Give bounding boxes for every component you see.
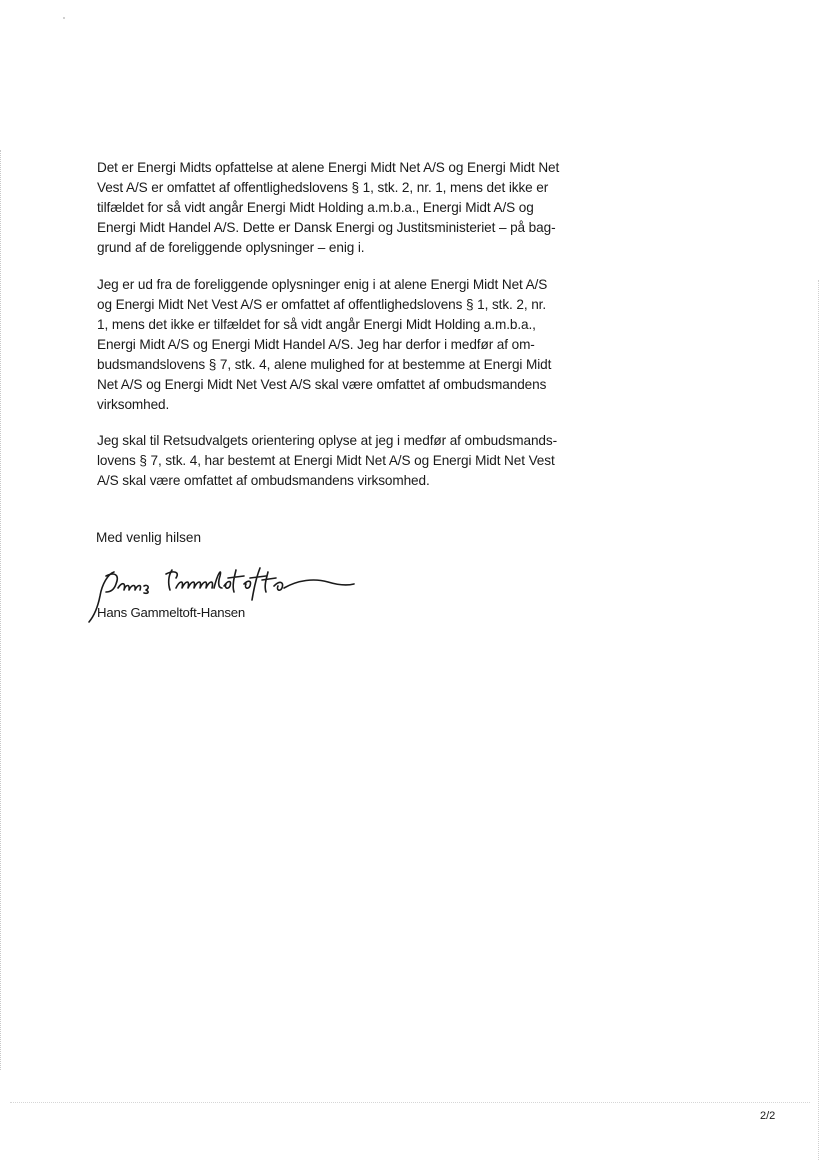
scan-edge-right [818,280,821,1160]
page-number: 2/2 [760,1110,776,1122]
closing-salutation: Med venlig hilsen [96,530,202,545]
paragraph-2: Jeg er ud fra de foreliggende oplysninger enig i at alene Energi Midt Net A/S og Energi Midt Net Vest A/S er omfattet af offentlighedslovens § 1, stk. 2, nr. 1, mens det ikke er tilfældet for så vidt angår Energi Midt Holding a.m.b.a., Energi Midt A/S og Energi Midt Handel A/S. Jeg har derfor i medfør af om- budsmandslovens § 7, stk. 4, alene mulighed for at bestemme at Energi Midt Net A/S og Energi Midt Net Vest A/S skal være omfattet af ombudsmandens virksomhed. [97,277,552,412]
scan-line-bottom [10,1102,810,1104]
scan-edge-left [0,150,3,1070]
paragraph-3: Jeg skal til Retsudvalgets orientering oplyse at jeg i medfør af ombudsmands- lovens § 7, stk. 4, har bestemt at Energi Midt Net A/S og Energi Midt Net Vest A/S skal være omfattet af ombudsmandens virksomhed. [97,433,557,488]
scan-artifact [63,17,65,19]
paragraph-1: Det er Energi Midts opfattelse at alene Energi Midt Net A/S og Energi Midt Net Vest A/S er omfattet af offentlighedslovens § 1, stk. 2, nr. 1, mens det ikke er tilfældet for så vidt angår Energi Midt Holding a.m.b.a., Energi Midt A/S og Energi Midt Handel A/S. Dette er Dansk Energi og Justitsministeriet – på bag- grund af de foreliggende oplysninger – enig i. [97,160,560,255]
signer-name: Hans Gammeltoft-Hansen [97,605,246,620]
